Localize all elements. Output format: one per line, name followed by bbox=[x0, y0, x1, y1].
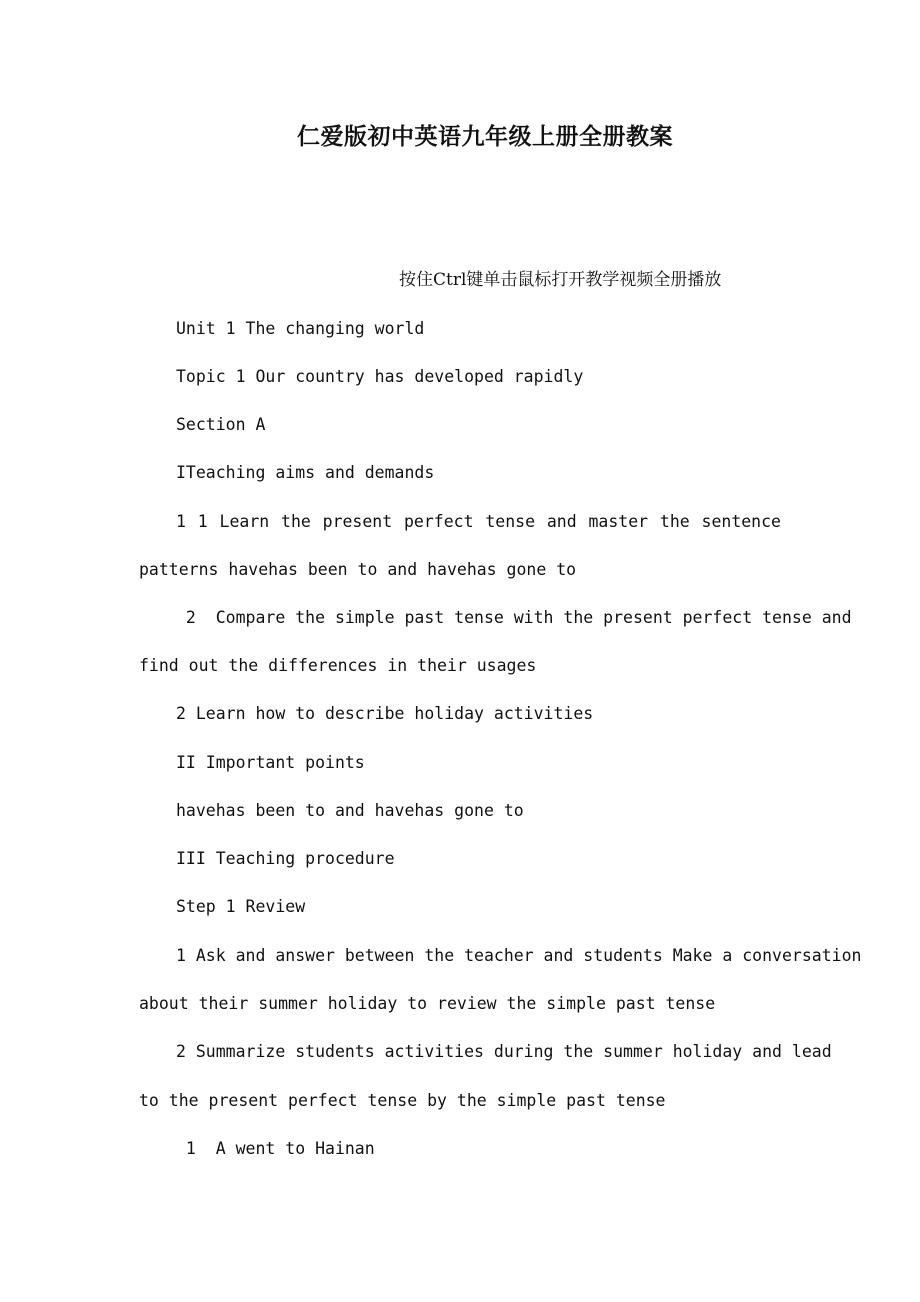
paragraph-line: about their summer holiday to review the simple past tense bbox=[139, 994, 716, 1013]
unit-heading: Unit 1 The changing world bbox=[176, 319, 425, 338]
paragraph-line: to the present perfect tense by the simple past tense bbox=[139, 1091, 666, 1110]
document-title: 仁爱版初中英语九年级上册全册教案 bbox=[297, 123, 673, 150]
paragraph-line: 2 Learn how to describe holiday activities bbox=[176, 704, 594, 723]
paragraph-line: patterns havehas been to and havehas gone to bbox=[139, 560, 577, 579]
points-heading: II Important points bbox=[176, 753, 365, 772]
section-heading: Section A bbox=[176, 415, 266, 434]
procedure-heading: III Teaching procedure bbox=[176, 849, 395, 868]
paragraph-line: 1 Ask and answer between the teacher and students Make a conversation bbox=[176, 946, 862, 965]
paragraph-line: 1 A went to Hainan bbox=[176, 1139, 375, 1158]
video-link[interactable]: 按住Ctrl键单击鼠标打开教学视频全册播放 bbox=[399, 270, 722, 290]
paragraph-line: 2 Compare the simple past tense with the present perfect tense and bbox=[176, 608, 852, 627]
aims-heading: ITeaching aims and demands bbox=[176, 463, 435, 482]
step-heading: Step 1 Review bbox=[176, 897, 306, 916]
paragraph-line: find out the differences in their usages bbox=[139, 656, 537, 675]
topic-heading: Topic 1 Our country has developed rapidly bbox=[176, 367, 584, 386]
paragraph-line: 2 Summarize students activities during the summer holiday and lead bbox=[176, 1042, 832, 1061]
paragraph-line: 1 1 Learn the present perfect tense and master the sentence bbox=[176, 512, 781, 531]
paragraph-line: havehas been to and havehas gone to bbox=[176, 801, 524, 820]
